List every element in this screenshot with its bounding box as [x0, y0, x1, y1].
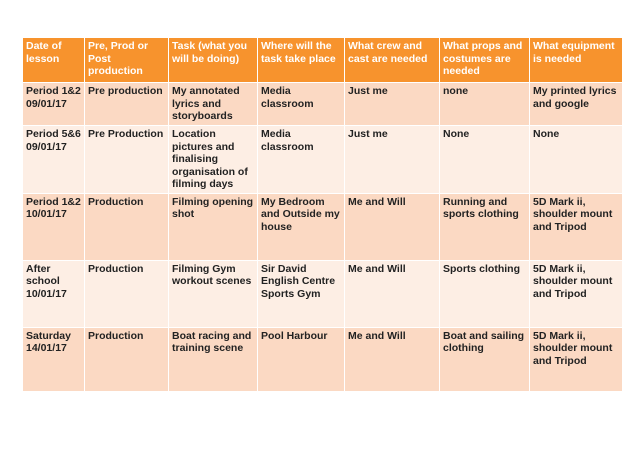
- header-row: [23, 38, 623, 83]
- cell-crew: Me and Will: [345, 260, 440, 327]
- cell-props: Sports clothing: [440, 260, 530, 327]
- cell-equipment: 5D Mark ii, shoulder mount and Tripod: [530, 260, 623, 327]
- header-location: Where will the task take place: [258, 38, 345, 83]
- cell-crew: Me and Will: [345, 193, 440, 260]
- header-phase: Pre, Prod or Post production: [85, 38, 169, 83]
- table-row: [23, 83, 623, 126]
- cell-props: Boat and sailing clothing: [440, 327, 530, 391]
- cell-location: Sir David English Centre Sports Gym: [258, 260, 345, 327]
- cell-date: After school 10/01/17: [23, 260, 85, 327]
- cell-equipment: My printed lyrics and google: [530, 83, 623, 126]
- cell-phase: Production: [85, 327, 169, 391]
- header-equipment: What equipment is needed: [530, 38, 623, 83]
- cell-location: My Bedroom and Outside my house: [258, 193, 345, 260]
- cell-phase: Pre production: [85, 83, 169, 126]
- cell-date: Period 1&2 09/01/17: [23, 83, 85, 126]
- header-date: Date of lesson: [23, 38, 85, 83]
- cell-equipment: 5D Mark ii, shoulder mount and Tripod: [530, 327, 623, 391]
- cell-phase: Production: [85, 260, 169, 327]
- cell-crew: Me and Will: [345, 327, 440, 391]
- cell-props: Running and sports clothing: [440, 193, 530, 260]
- header-task: Task (what you will be doing): [169, 38, 258, 83]
- cell-task: My annotated lyrics and storyboards: [169, 83, 258, 126]
- cell-task: Boat racing and training scene: [169, 327, 258, 391]
- cell-date: Period 5&6 09/01/17: [23, 126, 85, 194]
- cell-date: Period 1&2 10/01/17: [23, 193, 85, 260]
- cell-task: Filming Gym workout scenes: [169, 260, 258, 327]
- cell-date: Saturday 14/01/17: [23, 327, 85, 391]
- cell-crew: Just me: [345, 83, 440, 126]
- table-row: [23, 126, 623, 194]
- cell-equipment: None: [530, 126, 623, 194]
- header-crew: What crew and cast are needed: [345, 38, 440, 83]
- cell-task: Filming opening shot: [169, 193, 258, 260]
- cell-props: None: [440, 126, 530, 194]
- cell-phase: Production: [85, 193, 169, 260]
- cell-location: Pool Harbour: [258, 327, 345, 391]
- table-row: [23, 260, 623, 327]
- cell-crew: Just me: [345, 126, 440, 194]
- table-row: [23, 193, 623, 260]
- table-row: [23, 327, 623, 391]
- production-schedule-table: [22, 37, 623, 392]
- cell-task: Location pictures and finalising organisation of filming days: [169, 126, 258, 194]
- cell-props: none: [440, 83, 530, 126]
- cell-equipment: 5D Mark ii, shoulder mount and Tripod: [530, 193, 623, 260]
- cell-location: Media classroom: [258, 83, 345, 126]
- header-props: What props and costumes are needed: [440, 38, 530, 83]
- cell-phase: Pre Production: [85, 126, 169, 194]
- cell-location: Media classroom: [258, 126, 345, 194]
